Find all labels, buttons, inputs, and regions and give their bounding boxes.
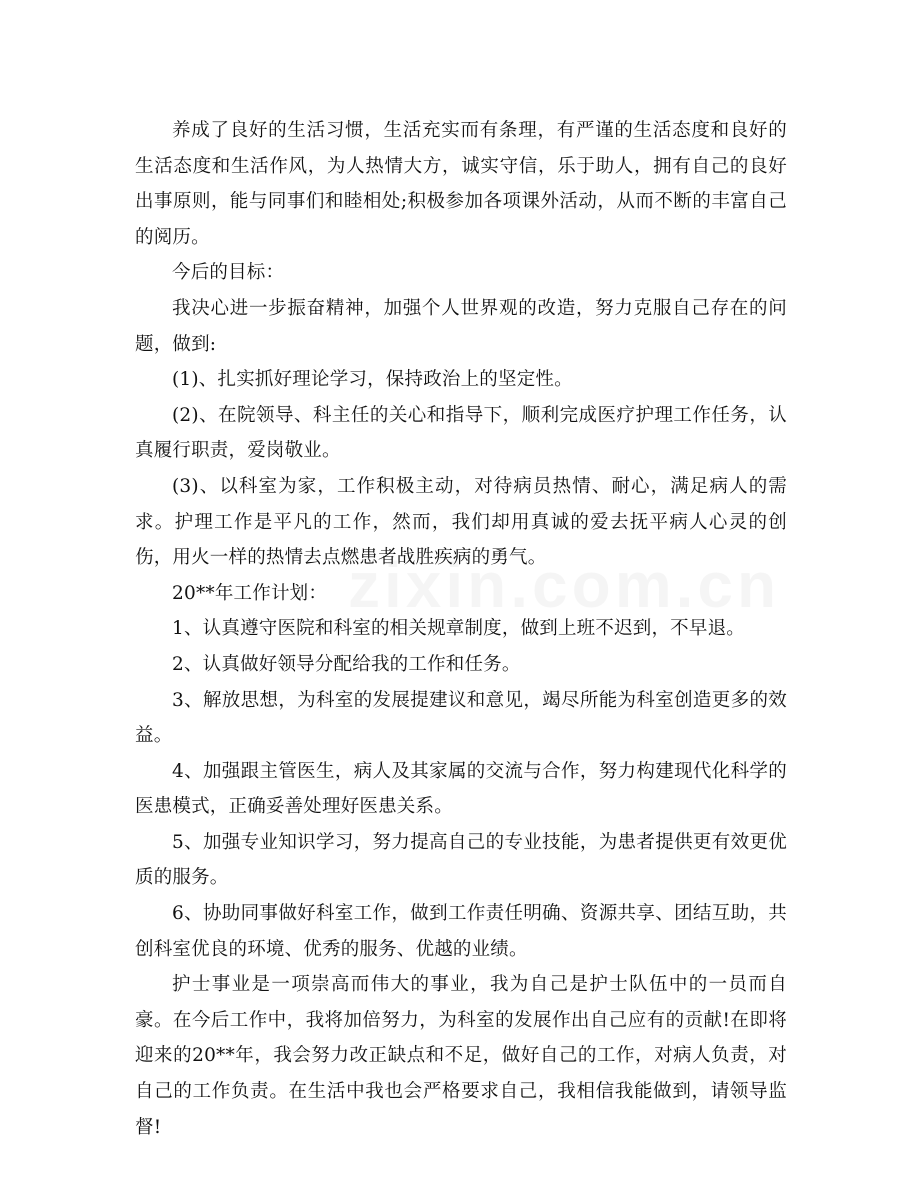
paragraph-resolution: 我决心进一步振奋精神，加强个人世界观的改造，努力克服自己存在的问题，做到: bbox=[135, 297, 787, 355]
document-body bbox=[135, 113, 787, 1145]
plan-item-2: 2、认真做好领导分配给我的工作和任务。 bbox=[172, 653, 521, 675]
plan-item-1: 1、认真遵守医院和科室的相关规章制度，做到上班不迟到，不早退。 bbox=[172, 618, 745, 640]
plan-item-3: 3、解放思想，为科室的发展提建议和意见，竭尽所能为科室创造更多的效益。 bbox=[135, 689, 787, 747]
goal-item-3: (3)、以科室为家，工作积极主动，对待病员热情、耐心，满足病人的需求。护理工作是平凡的工作，然而，我们却用真诚的爱去抚平病人心灵的创伤，用火一样的热情去点燃患者战胜疾病的勇气。 bbox=[135, 475, 787, 569]
plan-item-4: 4、加强跟主管医生，病人及其家属的交流与合作，努力构建现代化科学的医患模式，正确妥善处理好医患关系。 bbox=[135, 760, 787, 818]
plan-item-5: 5、加强专业知识学习，努力提高自己的专业技能，为患者提供更有效更优质的服务。 bbox=[135, 831, 787, 889]
paragraph-habits: 养成了良好的生活习惯，生活充实而有条理，有严谨的生活态度和良好的生活态度和生活作风，为人热情大方，诚实守信，乐于助人，拥有自己的良好出事原则，能与同事们和睦相处;积极参加各项课外活动，从而不断的丰富自己的阅历。 bbox=[135, 120, 787, 248]
heading-work-plan: 20**年工作计划： bbox=[172, 582, 328, 604]
plan-item-6: 6、协助同事做好科室工作，做到工作责任明确、资源共享、团结互助，共创科室优良的环境、优秀的服务、优越的业绩。 bbox=[135, 903, 787, 960]
heading-future-goals: 今后的目标： bbox=[172, 262, 285, 284]
goal-item-2: (2)、在院领导、科主任的关心和指导下，顺利完成医疗护理工作任务，认真履行职责，爱岗敬业。 bbox=[135, 404, 787, 462]
paragraph-conclusion: 护士事业是一项崇高而伟大的事业，我为自己是护士队伍中的一员而自豪。在今后工作中，我将加倍努力，为科室的发展作出自己应有的贡献!在即将迎来的20**年，我会努力改正缺点和不足，做好自己的工作，对病人负责，对自己的工作负责。在生活中我也会严格要求自己，我相信我能做到，请领导监督! bbox=[135, 974, 787, 1138]
goal-item-1: (1)、扎实抓好理论学习，保持政治上的坚定性。 bbox=[172, 369, 573, 391]
